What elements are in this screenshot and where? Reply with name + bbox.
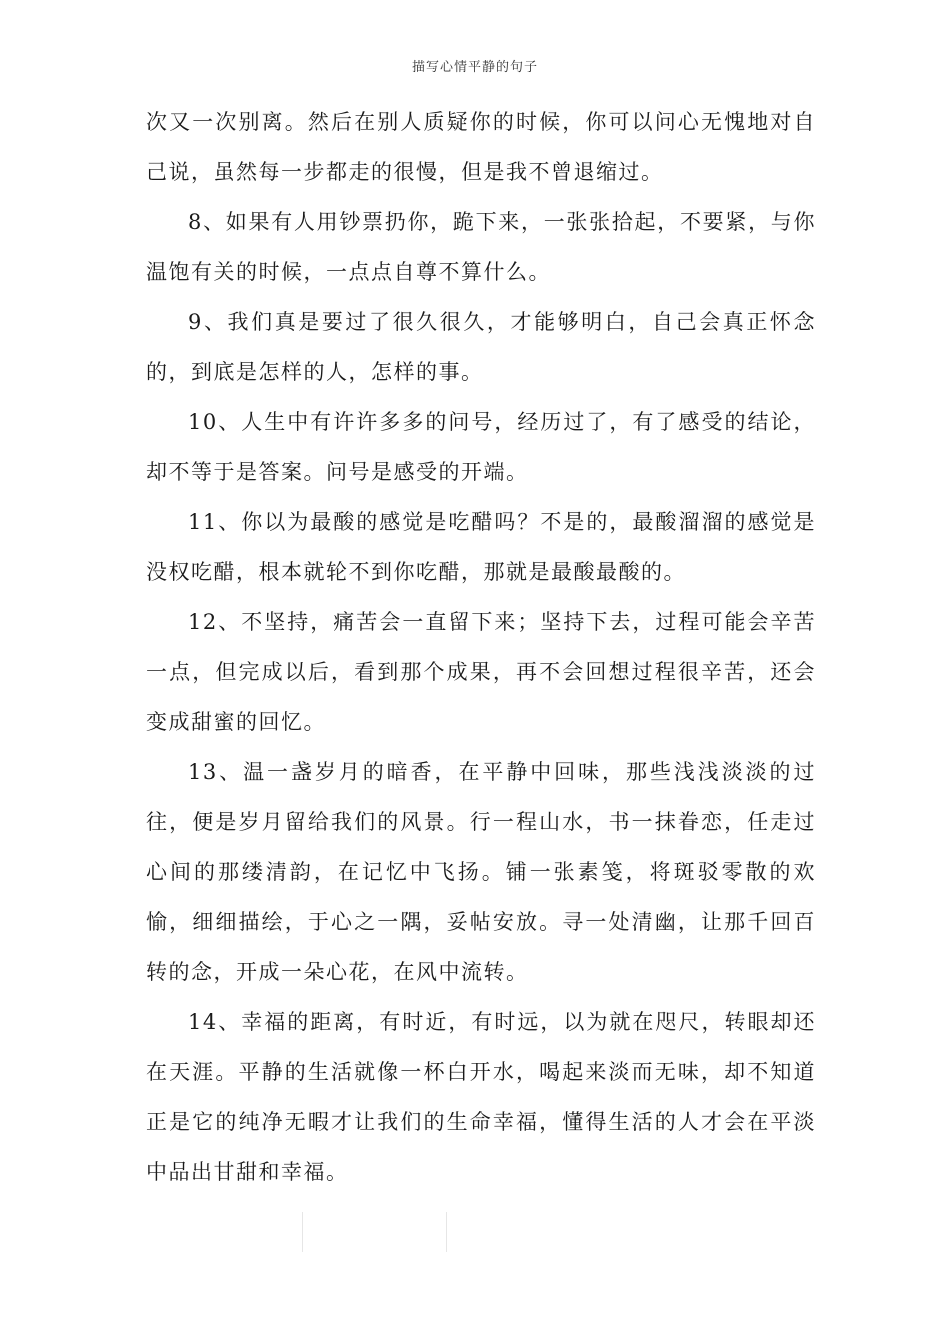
paragraph-item-10: 10、人生中有许许多多的问号，经历过了，有了感受的结论，却不等于是答案。问号是感受的开端。: [146, 410, 816, 484]
footer-divider-right: [446, 1212, 447, 1252]
paragraph-item-11: 11、你以为最酸的感觉是吃醋吗？不是的，最酸溜溜的感觉是没权吃醋，根本就轮不到你吃醋，那就是最酸最酸的。: [146, 510, 816, 584]
paragraph-item-8: 8、如果有人用钞票扔你，跪下来，一张张拾起，不要紧，与你温饱有关的时候，一点点自尊不算什么。: [146, 210, 816, 284]
paragraph-continuation: 次又一次别离。然后在别人质疑你的时候，你可以问心无愧地对自己说，虽然每一步都走的很慢，但是我不曾退缩过。: [146, 110, 816, 184]
paragraph-item-12: 12、不坚持，痛苦会一直留下来；坚持下去，过程可能会辛苦一点，但完成以后，看到那个成果，再不会回想过程很辛苦，还会变成甜蜜的回忆。: [146, 610, 816, 734]
paragraph-item-14: 14、幸福的距离，有时近，有时远，以为就在咫尺，转眼却还在天涯。平静的生活就像一杯白开水，喝起来淡而无味，却不知道正是它的纯净无暇才让我们的生命幸福，懂得生活的人才会在平淡中品出甘甜和幸福。: [146, 1010, 816, 1184]
page-header-title: 描写心情平静的句子: [411, 60, 538, 75]
document-body: [146, 97, 816, 1197]
paragraph-item-13: 13、温一盏岁月的暗香，在平静中回味，那些浅浅淡淡的过往，便是岁月留给我们的风景。行一程山水，书一抹眷恋，任走过心间的那缕清韵，在记忆中飞扬。铺一张素笺，将斑驳零散的欢愉，细细描绘，于心之一隅，妥帖安放。寻一处清幽，让那千回百转的念，开成一朵心花，在风中流转。: [146, 760, 816, 984]
paragraph-item-9: 9、我们真是要过了很久很久，才能够明白，自己会真正怀念的，到底是怎样的人，怎样的事。: [146, 310, 816, 384]
footer-divider-left: [302, 1212, 303, 1252]
